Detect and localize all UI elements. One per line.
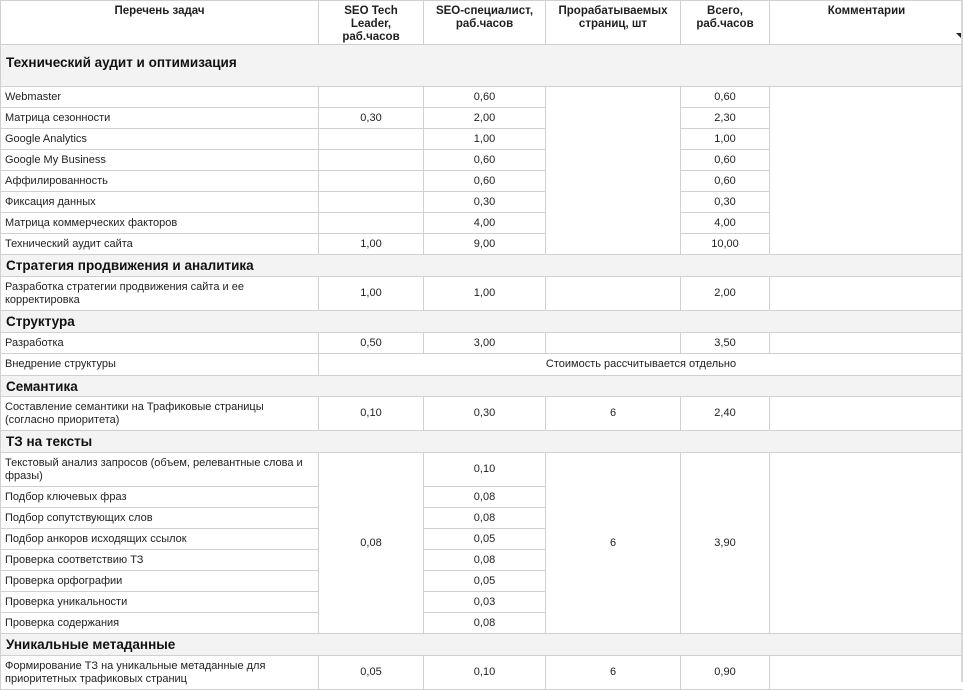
task-cell[interactable]: Фиксация данных [1, 192, 319, 213]
header-specialist[interactable]: SEO-специалист, раб.часов [424, 1, 546, 45]
total-hours-cell[interactable]: 0,60 [681, 150, 770, 171]
lead-hours-cell[interactable]: 0,08 [319, 453, 424, 634]
task-cell[interactable]: Аффилированность [1, 171, 319, 192]
spec-hours-cell[interactable]: 0,10 [424, 656, 546, 690]
table-row [1, 397, 963, 431]
total-hours-cell[interactable]: 2,30 [681, 108, 770, 129]
lead-hours-cell[interactable]: 0,30 [319, 108, 424, 129]
total-hours-cell[interactable]: 3,50 [681, 333, 770, 354]
task-cell[interactable]: Внедрение структуры [1, 354, 319, 376]
lead-hours-cell[interactable] [319, 150, 424, 171]
pages-cell[interactable] [546, 87, 681, 255]
spec-hours-cell[interactable]: 1,00 [424, 129, 546, 150]
pages-cell[interactable]: 6 [546, 453, 681, 634]
task-cell[interactable]: Проверка соответствию ТЗ [1, 550, 319, 571]
spec-hours-cell[interactable]: 2,00 [424, 108, 546, 129]
spec-hours-cell[interactable]: 0,08 [424, 487, 546, 508]
spec-hours-cell[interactable]: 0,60 [424, 87, 546, 108]
task-cell[interactable]: Проверка уникальности [1, 592, 319, 613]
header-row [1, 1, 963, 45]
section-row-tz [1, 431, 963, 453]
task-cell[interactable]: Google Analytics [1, 129, 319, 150]
spec-hours-cell[interactable]: 0,05 [424, 571, 546, 592]
spec-hours-cell[interactable]: 0,30 [424, 397, 546, 431]
lead-hours-cell[interactable] [319, 129, 424, 150]
total-hours-cell[interactable]: 4,00 [681, 213, 770, 234]
pages-cell[interactable] [546, 333, 681, 354]
spec-hours-cell[interactable]: 3,00 [424, 333, 546, 354]
section-title[interactable]: Технический аудит и оптимизация [1, 45, 963, 87]
header-comments[interactable]: Комментарии [770, 1, 963, 45]
comment-cell[interactable] [770, 656, 963, 690]
lead-hours-cell[interactable]: 1,00 [319, 277, 424, 311]
task-cell[interactable]: Текстовый анализ запросов (объем, релевантные слова и фразы) [1, 453, 319, 487]
lead-hours-cell[interactable]: 1,00 [319, 234, 424, 255]
table-row [1, 354, 963, 376]
task-cell[interactable]: Подбор ключевых фраз [1, 487, 319, 508]
spec-hours-cell[interactable]: 1,00 [424, 277, 546, 311]
table-row [1, 453, 963, 487]
section-title[interactable]: Семантика [1, 376, 963, 397]
task-cell[interactable]: Разработка [1, 333, 319, 354]
total-hours-cell[interactable]: 3,90 [681, 453, 770, 634]
table-row [1, 87, 963, 108]
section-title[interactable]: Уникальные метаданные [1, 634, 963, 656]
spec-hours-cell[interactable]: 0,10 [424, 453, 546, 487]
total-hours-cell[interactable]: 2,40 [681, 397, 770, 431]
task-cell[interactable]: Проверка содержания [1, 613, 319, 634]
total-hours-cell[interactable]: 0,30 [681, 192, 770, 213]
task-cell[interactable]: Разработка стратегии продвижения сайта и ее корректировка [1, 277, 319, 311]
lead-hours-cell[interactable]: 0,10 [319, 397, 424, 431]
table-row [1, 656, 963, 690]
spec-hours-cell[interactable]: 9,00 [424, 234, 546, 255]
spec-hours-cell[interactable]: 4,00 [424, 213, 546, 234]
spec-hours-cell[interactable]: 0,30 [424, 192, 546, 213]
task-cell[interactable]: Формирование ТЗ на уникальные метаданные для приоритетных трафиковых страниц [1, 656, 319, 690]
lead-hours-cell[interactable]: 0,50 [319, 333, 424, 354]
lead-hours-cell[interactable] [319, 171, 424, 192]
separate-cost-note[interactable]: Стоимость рассчитывается отдельно [319, 354, 963, 376]
task-cell[interactable]: Google My Business [1, 150, 319, 171]
section-row-structure [1, 311, 963, 333]
section-title[interactable]: Структура [1, 311, 963, 333]
comment-cell[interactable] [770, 277, 963, 311]
lead-hours-cell[interactable]: 0,05 [319, 656, 424, 690]
header-pages[interactable]: Прорабатываемых страниц, шт [546, 1, 681, 45]
total-hours-cell[interactable]: 0,90 [681, 656, 770, 690]
pages-cell[interactable] [546, 277, 681, 311]
total-hours-cell[interactable]: 0,60 [681, 87, 770, 108]
total-hours-cell[interactable]: 1,00 [681, 129, 770, 150]
section-row-strategy [1, 255, 963, 277]
task-cell[interactable]: Технический аудит сайта [1, 234, 319, 255]
header-total[interactable]: Всего, раб.часов [681, 1, 770, 45]
total-hours-cell[interactable]: 2,00 [681, 277, 770, 311]
task-cell[interactable]: Webmaster [1, 87, 319, 108]
section-title[interactable]: Стратегия продвижения и аналитика [1, 255, 963, 277]
pages-cell[interactable]: 6 [546, 656, 681, 690]
table-row [1, 277, 963, 311]
section-row-audit [1, 45, 963, 87]
task-cell[interactable]: Составление семантики на Трафиковые страницы (согласно приоритета) [1, 397, 319, 431]
spec-hours-cell[interactable]: 0,60 [424, 171, 546, 192]
task-cell[interactable]: Подбор анкоров исходящих ссылок [1, 529, 319, 550]
spec-hours-cell[interactable]: 0,08 [424, 508, 546, 529]
total-hours-cell[interactable]: 0,60 [681, 171, 770, 192]
lead-hours-cell[interactable] [319, 192, 424, 213]
spec-hours-cell[interactable]: 0,08 [424, 550, 546, 571]
task-cell[interactable]: Подбор сопутствующих слов [1, 508, 319, 529]
task-cell[interactable]: Матрица сезонности [1, 108, 319, 129]
lead-hours-cell[interactable] [319, 87, 424, 108]
spec-hours-cell[interactable]: 0,08 [424, 613, 546, 634]
comment-cell[interactable] [770, 397, 963, 431]
total-hours-cell[interactable]: 10,00 [681, 234, 770, 255]
section-row-semantics [1, 376, 963, 397]
task-cell[interactable]: Матрица коммерческих факторов [1, 213, 319, 234]
comment-cell[interactable] [770, 333, 963, 354]
spec-hours-cell[interactable]: 0,05 [424, 529, 546, 550]
header-task[interactable]: Перечень задач [1, 1, 319, 45]
comment-cell[interactable] [770, 453, 963, 634]
section-row-meta [1, 634, 963, 656]
lead-hours-cell[interactable] [319, 213, 424, 234]
spec-hours-cell[interactable]: 0,03 [424, 592, 546, 613]
pages-cell[interactable]: 6 [546, 397, 681, 431]
task-cell[interactable]: Проверка орфографии [1, 571, 319, 592]
section-title[interactable]: ТЗ на тексты [1, 431, 963, 453]
comment-cell[interactable] [770, 87, 963, 255]
table-row [1, 333, 963, 354]
spec-hours-cell[interactable]: 0,60 [424, 150, 546, 171]
header-lead[interactable]: SEO Tech Leader, раб.часов [319, 1, 424, 45]
